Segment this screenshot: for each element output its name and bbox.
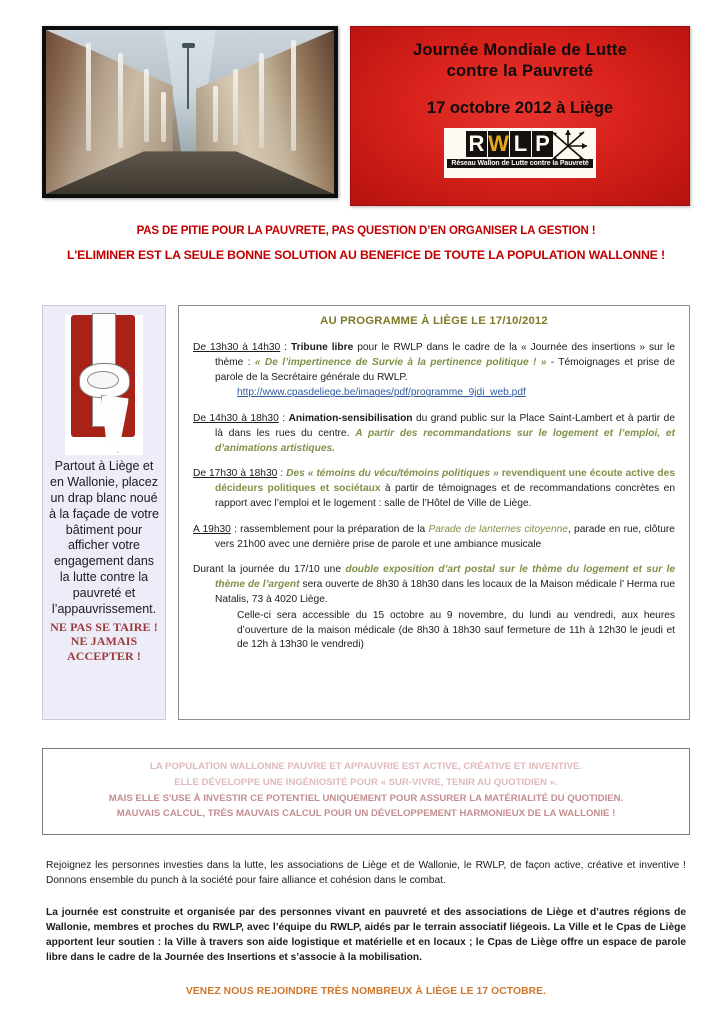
- program-item-prefix: Durant la journée du 17/10 une: [193, 564, 346, 576]
- program-item-theme: double exposition d’art postal sur le thème du logement et sur le thème de l’argent: [215, 564, 675, 591]
- logo-letter-w: W: [488, 131, 509, 157]
- hanging-sheet-icon: [144, 69, 149, 141]
- program-item-time: De 14h30 à 18h30: [193, 413, 279, 425]
- street-photo: [42, 26, 338, 198]
- logo-letter-p: P: [532, 131, 553, 157]
- program-item: [193, 563, 675, 653]
- program-item-time: De 13h30 à 14h30: [193, 342, 281, 353]
- program-item-time: A 19h30: [193, 523, 231, 535]
- program-item-sep: :: [280, 342, 291, 353]
- program-item-sub: Celle-ci sera accessible du 15 octobre au 9 novembre, du lundi au vendredi, aux heures d’ouverture de la maison médicale (de 8h30 à 18h30 sauf fermeture de 11h à 12h30 le jeudi et de 12h à 13h30 le vendredi): [237, 609, 675, 651]
- hanging-sheet-icon: [86, 43, 91, 151]
- program-item-theme: « De l’impertinence de Survie à la pertinence politique ! »: [254, 356, 547, 368]
- hanging-sheet-icon: [161, 92, 166, 141]
- program-title: AU PROGRAMME À LIÈGE LE 17/10/2012: [320, 315, 548, 327]
- bottom-paragraph-1: Rejoignez les personnes investies dans la lutte, les associations de Liège et de Wallonie, le RWLP, de façon active, créative et inventive ! Donnons ensemble du punch à la société pour faire alliance et cohésion dans le combat.: [46, 860, 686, 887]
- rwlp-logo: [444, 128, 596, 178]
- sidebar-call-to-action: [42, 305, 166, 720]
- program-item-text1: pour le RWLP dans le cadre de la « Journée des insertions » sur le thème :: [215, 342, 675, 368]
- banner-title: [413, 40, 627, 82]
- bottom-paragraph-2: La journée est construite et organisée par des personnes vivant en pauvreté et des associations de Liège et d’autres régions de Wallonie, membres et proches du RWLP, avec l’équipe du RWLP, aidés par le terrain associatif liégeois. La Ville et le Cpas de Liège apportent leur soutien : la Ville à travers son aide logistique et matérielle et en locaux ; le Cpas de Liège offre un espace de parole libre dans le cadre de la Journée des Insertions et s’associe à la mobilisation.: [46, 906, 686, 964]
- program-item-sep: :: [278, 413, 289, 425]
- program-item-time: De 17h30 à 18h30: [193, 468, 278, 480]
- program-item-text2: - Témoignages et prise de parole de la Secrétaire générale du RWLP.: [215, 356, 675, 383]
- street-photo-image: [46, 30, 334, 194]
- red-title-banner: [350, 26, 690, 206]
- street-lamp-icon: [187, 43, 189, 109]
- sidebar-text: Partout à Liège et en Wallonie, placez un drap blanc noué à la façade de votre bâtiment pour afficher votre engagement dans la lutte contre la pauvreté et l’appauvrissement.: [49, 459, 159, 616]
- middle-section: [42, 305, 690, 720]
- hanging-sheet-icon: [291, 40, 296, 152]
- program-item: [193, 412, 675, 456]
- program-item-theme: A partir des recommandations sur le logement et l’emploi, et d’animations artistiques.: [215, 427, 675, 454]
- program-item-text2: , parade en rue, clôture vers 21h00 avec une dernière prise de parole et une ambiance musicale: [215, 523, 675, 550]
- header-row: [42, 26, 690, 206]
- logo-letter-r: R: [466, 131, 487, 157]
- bottom-text-block: [46, 858, 686, 997]
- hanging-sheet-icon: [213, 86, 218, 142]
- program-item: [193, 523, 675, 553]
- program-link-anchor[interactable]: http://www.cpasdeliege.be/images/pdf/programme_9jdi_web.pdf: [237, 387, 526, 399]
- program-item-theme: Des « témoins du vécu/témoins politiques »: [286, 468, 499, 480]
- logo-letter-l: L: [510, 131, 531, 157]
- program-item-theme: Parade de lanternes citoyenne: [428, 523, 568, 535]
- program-box: [178, 305, 690, 720]
- pink-line-2: ELLE DÉVELOPPE UNE INGÉNIOSITÉ POUR « SUR-VIVRE, TENIR AU QUOTIDIEN ».: [174, 776, 558, 788]
- pink-line-3: MAIS ELLE S'USE À INVESTIR CE POTENTIEL UNIQUEMENT POUR ASSURER LA MATÉRIALITÉ DU QUOTIDIEN.: [108, 792, 624, 804]
- rwlp-logo-letters: [466, 131, 554, 157]
- pink-statement-box: [42, 748, 690, 835]
- program-item: [193, 467, 675, 511]
- slogan-line-2: L'ELIMINER EST LA SEULE BONNE SOLUTION AU BENEFICE DE TOUTE LA POPULATION WALLONNE !: [67, 248, 665, 262]
- hanging-sheet-icon: [118, 53, 123, 148]
- sheet-knot-inner: [87, 371, 119, 389]
- hanging-sheet-icon: [259, 53, 264, 148]
- slogan-block: [42, 225, 690, 273]
- banner-date: 17 octobre 2012 à Liège: [426, 99, 614, 118]
- banner-title-line2: contre la Pauvreté: [446, 62, 594, 81]
- knotted-white-sheet-icon: [65, 315, 143, 455]
- program-item-text1: rassemblement pour la préparation de la: [240, 523, 429, 535]
- program-item-claim: revendiquent une écoute active des décideurs politiques et sociétaux: [215, 468, 675, 495]
- program-item-lead: Animation-sensibilisation: [288, 413, 413, 425]
- program-item-text1: du grand public sur la Place Saint-Lambert et à partir de là dans les rues du centre.: [215, 413, 675, 439]
- pink-line-1: LA POPULATION WALLONNE PAUVRE ET APPAUVRIE EST ACTIVE, CRÉATIVE ET INVENTIVE.: [149, 761, 583, 772]
- pink-line-4: MAUVAIS CALCUL, TRÈS MAUVAIS CALCUL POUR UN DÉVELOPPEMENT HARMONIEUX DE LA WALLONIE !: [116, 808, 616, 820]
- banner-title-line1: Journée Mondiale de Lutte: [412, 41, 628, 59]
- program-item-sep: :: [230, 523, 241, 535]
- program-item-lead: Tribune libre: [290, 342, 354, 353]
- hanging-sheet-icon: [233, 69, 238, 144]
- program-item: [193, 341, 675, 401]
- arrows-burst-icon: [548, 129, 588, 163]
- program-item-text2: sera ouverte de 8h30 à 18h30 dans les locaux de la Maison médicale l’ Herma rue Natalis, 73 à 4020 Liège.: [215, 579, 675, 605]
- program-item-link[interactable]: [215, 386, 675, 401]
- rwlp-logo-caption: Réseau Wallon de Lutte contre la Pauvreté: [447, 159, 592, 168]
- program-item-sep: :: [277, 468, 287, 480]
- sidebar-shout: NE PAS SE TAIRE ! NE JAMAIS ACCEPTER !: [50, 619, 158, 663]
- closing-call: VENEZ NOUS REJOINDRE TRÈS NOMBREUX À LIÈGE LE 17 OCTOBRE.: [185, 985, 547, 997]
- slogan-line-1: PAS DE PITIE POUR LA PAUVRETE, PAS QUESTION D’EN ORGANISER LA GESTION !: [136, 225, 596, 237]
- program-item-text2: à partir de témoignages et de recommandations concrètes en rapport avec l’emploi et le logement : salle de l’Hôtel de Ville de Liège.: [215, 483, 675, 510]
